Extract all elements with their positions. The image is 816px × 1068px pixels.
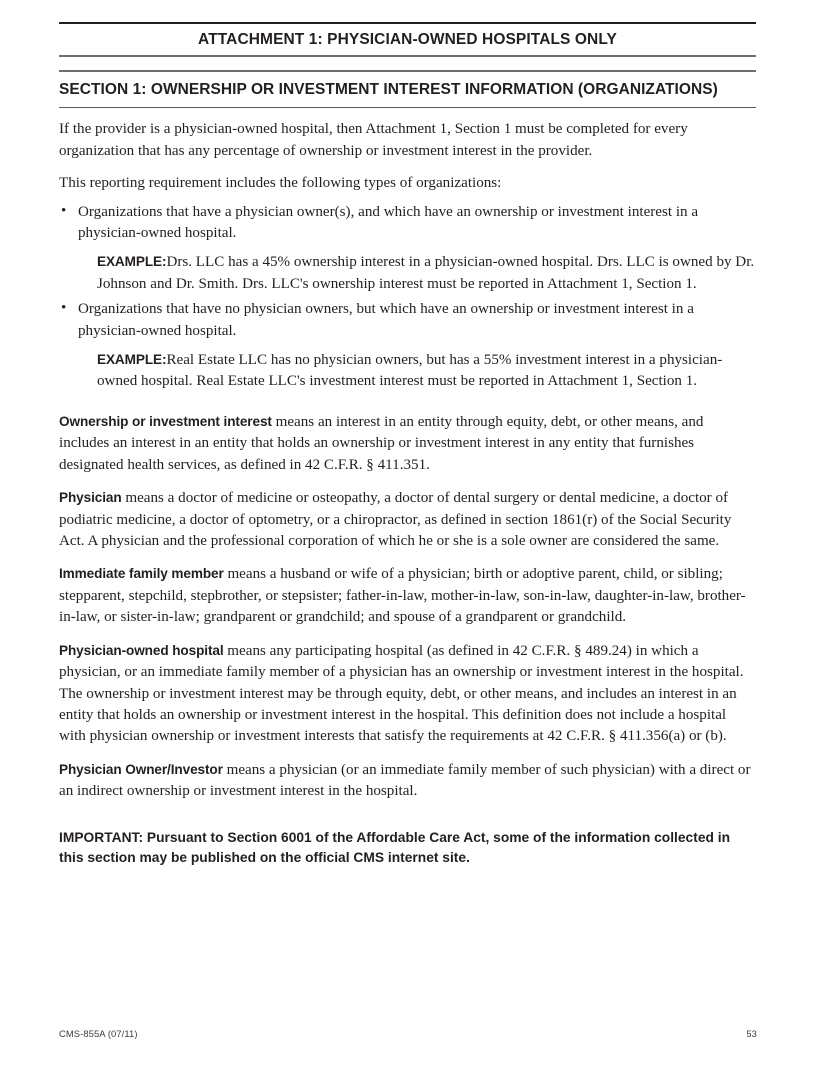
definition-term: Physician — [59, 490, 122, 506]
page-footer — [59, 1028, 757, 1039]
list-item — [59, 202, 756, 296]
definition-term: Physician Owner/Investor — [59, 761, 223, 777]
bullet-text: Organizations that have no physician owners, but which have an ownership or investment interest in a physician-owned hospital. — [78, 301, 694, 339]
document-body — [59, 108, 756, 869]
footer-form-id: CMS-855A (07/11) — [59, 1028, 138, 1039]
example-label: EXAMPLE: — [97, 254, 167, 270]
example-block — [78, 350, 756, 393]
example-text: Real Estate LLC has no physician owners, but has a 55% investment interest in a physician-owned hospital. Real Estate LLC's investment interest must be reported in Attachment 1, Section 1. — [97, 352, 723, 390]
definition-physician — [59, 488, 756, 552]
definition-physician-owned-hospital — [59, 641, 756, 748]
page-title: ATTACHMENT 1: PHYSICIAN-OWNED HOSPITALS ONLY — [198, 31, 617, 48]
definition-text: means a doctor of medicine or osteopathy, a doctor of dental surgery or dental medicine, a doctor of podiatric medicine, a doctor of optometry, or a chiropractor, as defined in section 1861(r) of the Social Security Act. A physician and the professional corporation of which he or she is a sole owner are considered the same. — [59, 490, 732, 550]
definition-physician-owner-investor — [59, 760, 756, 803]
definition-ownership-or-investment-interest — [59, 412, 756, 476]
title-section-spacer — [59, 57, 756, 70]
document-title-block — [59, 22, 756, 57]
definition-text: means a physician (or an immediate family member of such physician) with a direct or an indirect ownership or investment interest in the hospital. — [59, 761, 751, 800]
important-notice: IMPORTANT: Pursuant to Section 6001 of the Affordable Care Act, some of the information collected in this section may be published on the official CMS internet site. — [59, 829, 731, 866]
intro-paragraph-1: If the provider is a physician-owned hospital, then Attachment 1, Section 1 must be completed for every organization that has any percentage of ownership or investment interest in the provider. — [59, 121, 688, 159]
section-heading-block — [59, 70, 756, 108]
definition-text: means any participating hospital (as defined in 42 C.F.R. § 489.24) in which a physician, or an immediate family member of a physician has an ownership or investment interest in the hospital. The ownership or investment interest may be through equity, debt, or other means, and includes an interest in an entity that holds an ownership or investment interest in the hospital. This definition does not include a hospital with physician ownership or investment interests that satisfy the requirements at 42 C.F.R. § 411.356(a) or (b). — [59, 642, 744, 745]
definition-text: means a husband or wife of a physician; birth or adoptive parent, child, or sibling; stepparent, stepchild, stepbrother, or stepsister; father-in-law, mother-in-law, son-in-law, daughter-in-law, brother-in-law, or sister-in-law; grandparent or grandchild; and spouse of a grandparent or grandchild. — [59, 566, 746, 626]
intro-paragraph-2: This reporting requirement includes the following types of organizations: — [59, 175, 502, 192]
example-label: EXAMPLE: — [97, 352, 167, 368]
definition-term: Ownership or investment interest — [59, 413, 272, 429]
page-content — [59, 0, 756, 869]
list-item — [59, 299, 756, 393]
definition-term: Immediate family member — [59, 566, 224, 582]
definition-term: Physician-owned hospital — [59, 642, 224, 658]
section-title: SECTION 1: OWNERSHIP OR INVESTMENT INTEREST INFORMATION (ORGANIZATIONS) — [59, 80, 718, 98]
definition-text: means an interest in an entity through equity, debt, or other means, and includes an interest in an entity that holds an ownership or investment interest in any entity that furnishes designated health services, as defined in 42 C.F.R. § 411.351. — [59, 413, 704, 473]
example-block — [78, 252, 756, 295]
footer-page-number: 53 — [746, 1028, 757, 1039]
top-margin-spacer — [59, 0, 756, 22]
definitions-list — [59, 412, 756, 803]
organization-types-list — [59, 202, 756, 393]
bullet-text: Organizations that have a physician owner(s), and which have an ownership or investment interest in a physician-owned hospital. — [78, 203, 699, 241]
example-text: Drs. LLC has a 45% ownership interest in a physician-owned hospital. Drs. LLC is owned by Dr. Johnson and Dr. Smith. Drs. LLC's ownership interest must be reported in Attachment 1, Section 1. — [97, 254, 755, 292]
definition-immediate-family-member — [59, 564, 756, 628]
